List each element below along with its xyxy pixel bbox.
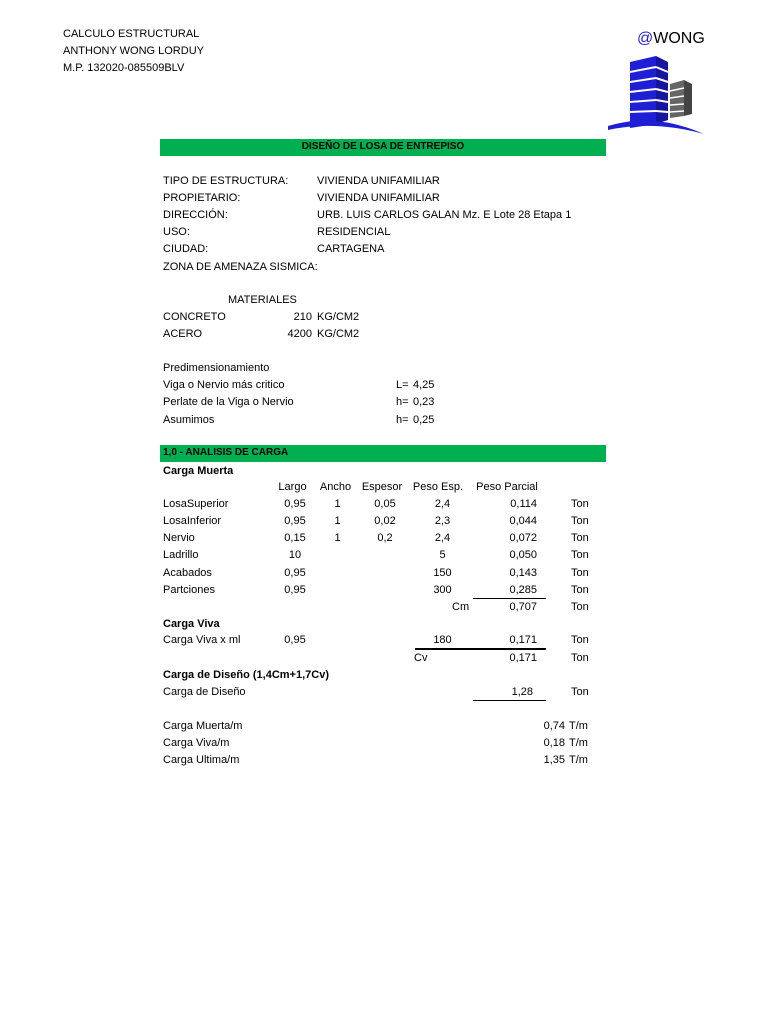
info-value: VIVIENDA UNIFAMILIAR	[317, 192, 440, 204]
dead-row-parcial: 0,143	[509, 567, 537, 579]
live-total-value: 0,171	[509, 652, 537, 664]
dead-row-name: Nervio	[163, 532, 195, 544]
predim-label: Asumimos	[163, 414, 215, 426]
page-title: DISEÑO DE LOSA DE ENTREPISO	[301, 141, 465, 152]
dead-row-ancho: 1	[334, 498, 341, 510]
design-load-value: 1,28	[511, 686, 533, 698]
header-line-1: CALCULO ESTRUCTURAL	[63, 28, 200, 40]
dead-row-peso: 2,4	[434, 532, 451, 544]
dead-row-peso: 2,3	[434, 515, 451, 527]
info-label: DIRECCIÓN:	[163, 209, 228, 221]
col-header-espesor: Espesor	[361, 481, 403, 493]
live-load-heading: Carga Viva	[163, 618, 220, 630]
design-load-unit: Ton	[571, 686, 589, 698]
material-value: 4200	[287, 328, 312, 340]
live-row-peso: 180	[433, 634, 452, 646]
dead-row-name: LosaInferior	[163, 515, 222, 527]
live-row-unit: Ton	[571, 634, 589, 646]
predim-value: 4,25	[413, 379, 435, 391]
dead-row-name: LosaSuperior	[163, 498, 229, 510]
dead-row-parcial: 0,285	[509, 584, 537, 596]
dead-row-peso: 150	[433, 567, 452, 579]
info-value: URB. LUIS CARLOS GALAN Mz. E Lote 28 Etapa 1	[317, 209, 572, 221]
logo-text	[637, 30, 705, 48]
summary-value: 1,35	[543, 754, 565, 766]
dead-row-name: Ladrillo	[163, 549, 199, 561]
col-header-parcial: Peso Parcial	[476, 481, 538, 493]
dead-row-unit: Ton	[571, 515, 589, 527]
dead-row-unit: Ton	[571, 498, 589, 510]
dead-row-parcial: 0,044	[509, 515, 537, 527]
info-label: ZONA DE AMENAZA SISMICA:	[163, 261, 318, 273]
info-value: RESIDENCIAL	[317, 226, 391, 238]
summary-unit: T/m	[569, 754, 588, 766]
dead-row-largo: 0,95	[284, 515, 306, 527]
material-name: CONCRETO	[163, 311, 226, 323]
dead-row-parcial: 0,072	[509, 532, 537, 544]
dead-row-largo: 0,15	[284, 532, 306, 544]
dead-row-ancho: 1	[334, 515, 341, 527]
design-load-label: Carga de Diseño	[163, 686, 246, 698]
header-line-2: ANTHONY WONG LORDUY	[63, 45, 204, 57]
dead-row-peso: 2,4	[434, 498, 451, 510]
dead-row-peso: 5	[439, 549, 446, 561]
dead-row-largo: 0,95	[284, 584, 306, 596]
predim-heading: Predimensionamiento	[163, 362, 270, 374]
predim-symbol: h=	[396, 414, 409, 426]
dead-row-largo: 0,95	[284, 498, 306, 510]
summary-label: Carga Muerta/m	[163, 720, 243, 732]
design-underline	[473, 700, 546, 701]
material-name: ACERO	[163, 328, 203, 340]
predim-symbol: L=	[396, 379, 409, 391]
dead-row-unit: Ton	[571, 549, 589, 561]
dead-total-value: 0,707	[509, 601, 537, 613]
dead-row-parcial: 0,114	[510, 498, 537, 510]
sum-divider	[415, 648, 546, 650]
dead-row-espesor: 0,2	[377, 532, 393, 544]
info-value: VIVIENDA UNIFAMILIAR	[317, 175, 440, 187]
section-title: 1,0 - ANALISIS DE CARGA	[163, 447, 289, 458]
predim-label: Perlate de la Viga o Nervio	[163, 396, 294, 408]
dead-load-heading: Carga Muerta	[163, 465, 234, 477]
predim-symbol: h=	[396, 396, 409, 408]
info-label: TIPO DE ESTRUCTURA:	[163, 175, 289, 187]
info-label: PROPIETARIO:	[163, 192, 241, 204]
design-load-heading: Carga de Diseño (1,4Cm+1,7Cv)	[163, 669, 329, 681]
summary-value: 0,18	[543, 737, 565, 749]
dead-total-unit: Ton	[571, 601, 589, 613]
materials-heading: MATERIALES	[228, 294, 297, 306]
logo-word: WONG	[653, 30, 705, 47]
material-unit: KG/CM2	[317, 328, 360, 340]
live-row-parcial: 0,171	[509, 634, 537, 646]
logo-at: @	[637, 30, 654, 47]
dead-row-espesor: 0,02	[374, 515, 396, 527]
header-line-3: M.P. 132020-085509BLV	[63, 62, 185, 74]
live-total-unit: Ton	[571, 652, 589, 664]
dead-total-label: Cm	[452, 601, 470, 613]
dead-row-ancho: 1	[334, 532, 341, 544]
col-header-ancho: Ancho	[319, 481, 352, 493]
dead-row-largo: 10	[288, 549, 302, 561]
info-label: USO:	[163, 226, 190, 238]
building-logo-icon	[604, 54, 708, 138]
dead-row-unit: Ton	[571, 584, 589, 596]
summary-label: Carga Viva/m	[163, 737, 230, 749]
summary-value: 0,74	[543, 720, 565, 732]
live-row-name: Carga Viva x ml	[163, 634, 241, 646]
summary-unit: T/m	[569, 720, 588, 732]
info-label: CIUDAD:	[163, 243, 209, 255]
live-total-label: Cv	[414, 652, 428, 664]
predim-value: 0,23	[413, 396, 435, 408]
dead-row-unit: Ton	[571, 532, 589, 544]
info-value: CARTAGENA	[317, 243, 385, 255]
dead-row-largo: 0,95	[284, 567, 306, 579]
sum-divider	[473, 598, 546, 599]
dead-row-espesor: 0,05	[374, 498, 396, 510]
col-header-largo: Largo	[278, 481, 307, 493]
dead-row-peso: 300	[433, 584, 452, 596]
dead-row-name: Partciones	[163, 584, 215, 596]
summary-unit: T/m	[569, 737, 588, 749]
summary-label: Carga Ultima/m	[163, 754, 240, 766]
live-row-largo: 0,95	[284, 634, 306, 646]
col-header-peso: Peso Esp.	[412, 481, 464, 493]
predim-value: 0,25	[413, 414, 435, 426]
dead-row-unit: Ton	[571, 567, 589, 579]
material-value: 210	[293, 311, 312, 323]
material-unit: KG/CM2	[317, 311, 360, 323]
dead-row-parcial: 0,050	[509, 549, 537, 561]
dead-row-name: Acabados	[163, 567, 212, 579]
predim-label: Viga o Nervio más critico	[163, 379, 285, 391]
